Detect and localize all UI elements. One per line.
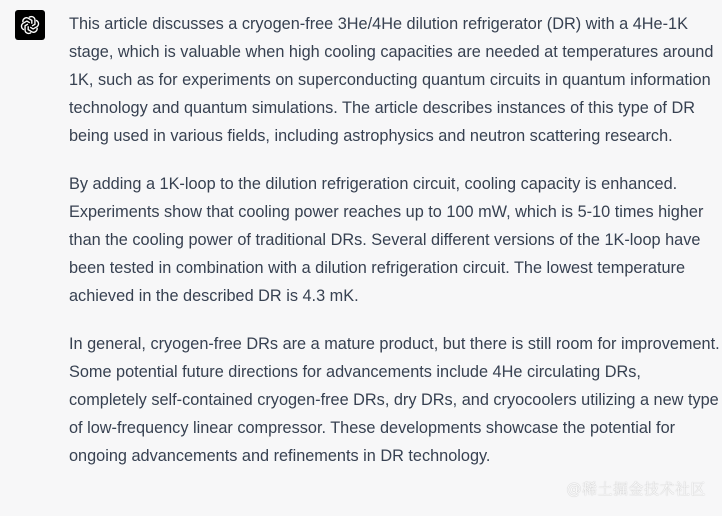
watermark: @稀土掘金技术社区 — [566, 480, 706, 498]
message-paragraph: In general, cryogen-free DRs are a mature product, but there is still room for improvement. Some potential future directions for advancements include 4He circulating DRs, completely self-contained cryogen-free DRs, dry DRs, and cryocoolers utilizing a new type of low-frequency linear compressor. These developments showcase the potential for ongoing advancements and refinements in DR technology. — [69, 335, 720, 465]
assistant-avatar — [15, 10, 45, 40]
message-paragraph: By adding a 1K-loop to the dilution refrigeration circuit, cooling capacity is enhanced. Experiments show that cooling power reaches up to 100 mW, which is 5-10 times higher than the cooling power of traditional DRs. Several different versions of the 1K-loop have been tested in combination with a dilution refrigeration circuit. The lowest temperature achieved in the described DR is 4.3 mK. — [69, 175, 704, 305]
message-content — [69, 10, 722, 490]
message-paragraph: This article discusses a cryogen-free 3He/4He dilution refrigerator (DR) with a 4He-1K stage, which is valuable when high cooling capacities are needed at temperatures around 1K, such as for experiments on superconducting quantum circuits in quantum information technology and quantum simulations. The article describes instances of this type of DR being used in various fields, including astrophysics and neutron scattering research. — [69, 15, 714, 145]
openai-logo-icon — [19, 14, 41, 36]
